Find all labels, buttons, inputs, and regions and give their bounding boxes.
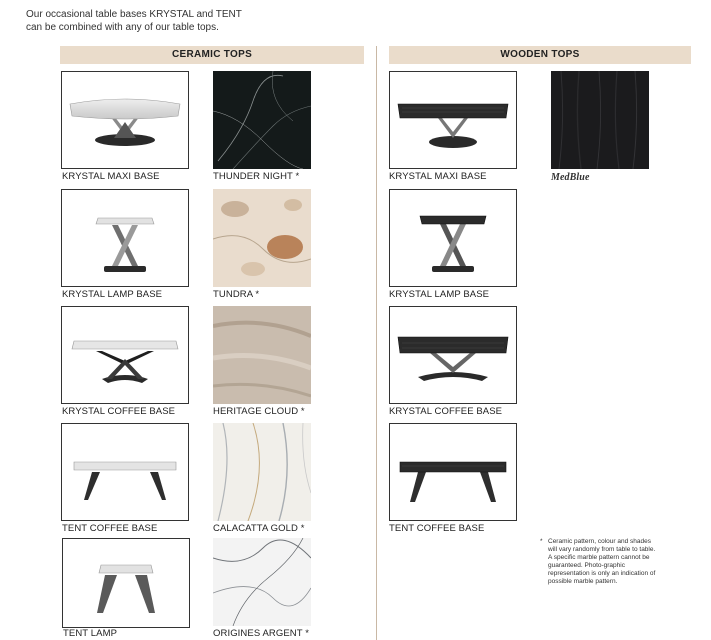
ceramic-base-label-5: TENT LAMP: [63, 628, 118, 639]
finish-label-3: HERITAGE CLOUD *: [213, 406, 305, 417]
wooden-krystal-maxi-image: [389, 71, 517, 169]
ceramic-krystal-maxi-image: [61, 71, 189, 169]
wooden-tent-coffee-image: [389, 423, 517, 521]
calacatta-gold-swatch: [213, 423, 311, 521]
finish-label-4: CALACATTA GOLD *: [213, 523, 305, 534]
heritage-cloud-swatch: [213, 306, 311, 404]
finish-label-1: THUNDER NIGHT *: [213, 171, 300, 182]
wooden-krystal-lamp-image: [389, 189, 517, 287]
finish-label-5: ORIGINES ARGENT *: [213, 628, 310, 639]
intro-text: [26, 8, 242, 34]
tundra-swatch: [213, 189, 311, 287]
intro-line-1: Our occasional table bases KRYSTAL and TENT: [26, 9, 242, 20]
finish-label-2: TUNDRA *: [213, 289, 260, 300]
ceramic-base-label-4: TENT COFFEE BASE: [62, 523, 158, 534]
ceramic-tent-coffee-image: [61, 423, 189, 521]
column-divider: [376, 46, 377, 640]
wooden-krystal-coffee-image: [389, 306, 517, 404]
wooden-base-label-4: TENT COFFEE BASE: [389, 523, 485, 534]
wooden-finish-label-1: MedBlue: [551, 172, 590, 183]
footnote-text: Ceramic pattern, colour and shades will vary randomly from table to table. A specific marble pattern cannot be guaranteed. Photo-graphic representation is only an indication of possible marble pattern.: [548, 538, 656, 585]
thunder-night-swatch: [213, 71, 311, 169]
wooden-base-label-3: KRYSTAL COFFEE BASE: [389, 406, 503, 417]
ceramic-base-label-1: KRYSTAL MAXI BASE: [62, 171, 160, 182]
footnote-marker: *: [540, 538, 543, 545]
footnote: [540, 538, 660, 586]
wooden-tops-heading: WOODEN TOPS: [389, 46, 691, 64]
origines-argent-swatch: [213, 538, 311, 626]
ceramic-tent-lamp-image: [62, 538, 190, 628]
intro-line-2: can be combined with any of our table tops.: [26, 22, 219, 33]
wooden-base-label-1: KRYSTAL MAXI BASE: [389, 171, 487, 182]
ceramic-krystal-lamp-image: [61, 189, 189, 287]
medblue-swatch: [551, 71, 649, 169]
ceramic-base-label-2: KRYSTAL LAMP BASE: [62, 289, 163, 300]
ceramic-tops-heading: CERAMIC TOPS: [60, 46, 364, 64]
ceramic-base-label-3: KRYSTAL COFFEE BASE: [62, 406, 176, 417]
ceramic-krystal-coffee-image: [61, 306, 189, 404]
wooden-base-label-2: KRYSTAL LAMP BASE: [389, 289, 490, 300]
